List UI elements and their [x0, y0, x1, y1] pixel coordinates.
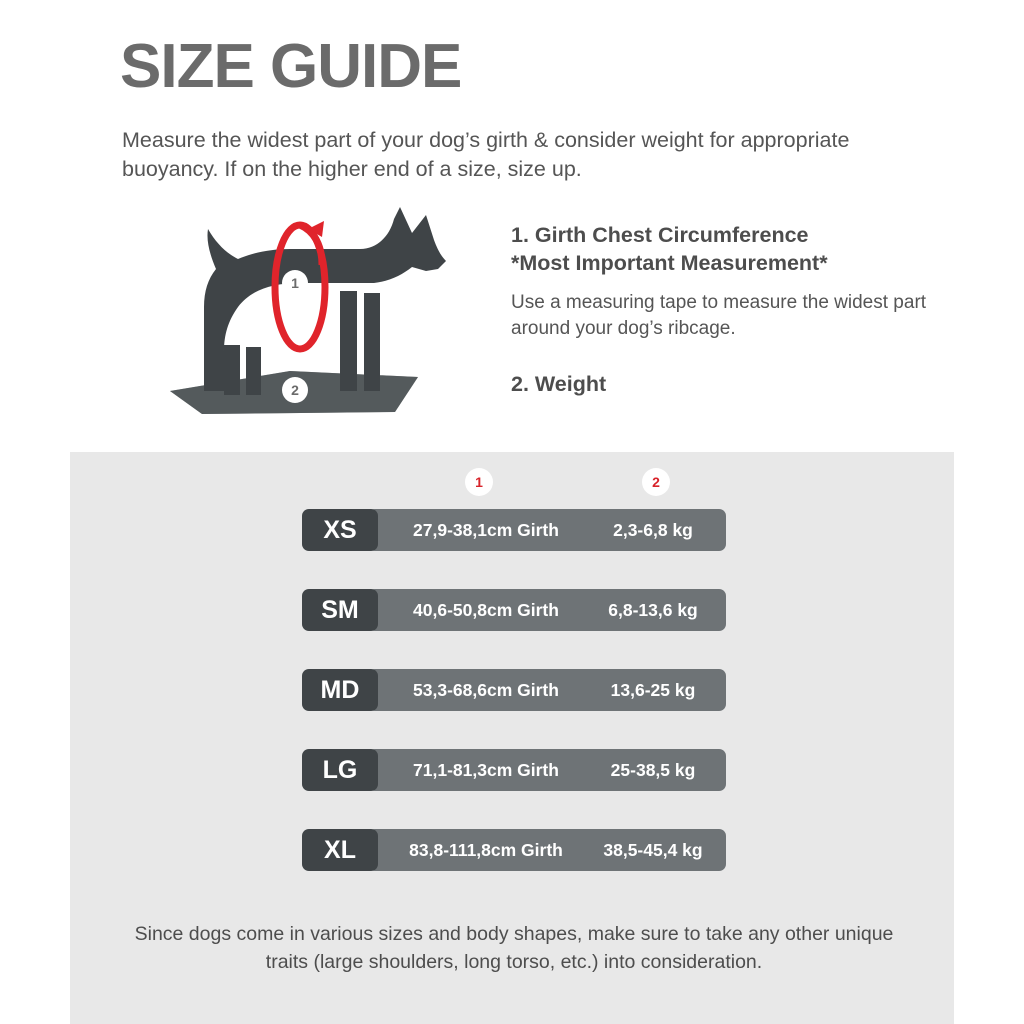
table-row: [302, 509, 726, 551]
girth-value: 83,8-111,8cm Girth: [409, 839, 563, 860]
dog-svg: [150, 195, 470, 430]
table-footnote: Since dogs come in various sizes and body shapes, make sure to take any other unique traits (large shoulders, long torso, etc.) into consideration.: [134, 923, 894, 974]
badge-weight-2: 2: [282, 377, 308, 403]
measurement-info: [511, 222, 931, 397]
row-values: [368, 749, 726, 791]
girth-value: 71,1-81,3cm Girth: [413, 759, 559, 780]
girth-subheading: *Most Important Measurement*: [511, 250, 828, 275]
row-values: [368, 669, 726, 711]
weight-value: 25-38,5 kg: [610, 759, 696, 780]
girth-value: 40,6-50,8cm Girth: [413, 599, 559, 620]
weight-heading: 2. Weight: [511, 371, 607, 396]
table-row: [302, 669, 726, 711]
size-rows: [302, 509, 726, 871]
size-label: MD: [302, 669, 378, 711]
column-marker-weight: 2: [642, 468, 670, 496]
girth-value: 27,9-38,1cm Girth: [413, 519, 559, 540]
size-label: XL: [302, 829, 378, 871]
row-values: [368, 589, 726, 631]
table-row: [302, 829, 726, 871]
table-row: [302, 749, 726, 791]
page-title: SIZE GUIDE: [120, 32, 462, 101]
girth-heading: 1. Girth Chest Circumference: [511, 223, 809, 247]
column-markers: [70, 468, 954, 498]
row-values: [368, 509, 726, 551]
weight-value: 2,3-6,8 kg: [613, 519, 693, 540]
size-label: SM: [302, 589, 378, 631]
intro-text: Measure the widest part of your dog’s girth & consider weight for appropriate buoyancy. If on the higher end of a size, size up.: [122, 128, 850, 182]
girth-body-text: Use a measuring tape to measure the widest part around your dog’s ribcage.: [511, 291, 927, 339]
girth-heading-block: [511, 222, 931, 278]
table-row: [302, 589, 726, 631]
badge-girth-1: 1: [282, 270, 308, 296]
size-table-panel: [70, 452, 954, 1024]
weight-value: 38,5-45,4 kg: [603, 839, 703, 860]
size-label: LG: [302, 749, 378, 791]
dog-illustration: [150, 195, 470, 430]
size-label: XS: [302, 509, 378, 551]
weight-value: 6,8-13,6 kg: [608, 599, 698, 620]
girth-value: 53,3-68,6cm Girth: [413, 679, 559, 700]
weight-value: 13,6-25 kg: [610, 679, 696, 700]
row-values: [368, 829, 726, 871]
column-marker-girth: 1: [465, 468, 493, 496]
